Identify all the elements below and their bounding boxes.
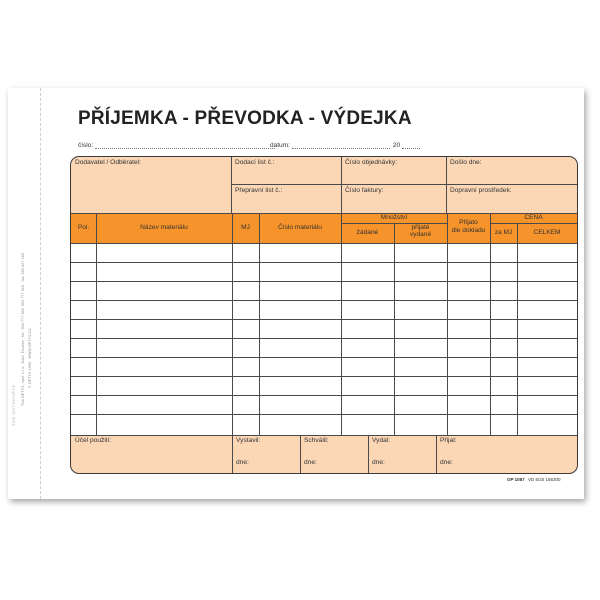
dispensed-by-label: Vydal: — [372, 437, 391, 444]
col-header-unit-price: za MJ — [494, 229, 513, 236]
form-table — [70, 156, 578, 474]
item-rows-area — [71, 243, 577, 435]
col-header-unit: MJ — [241, 224, 250, 231]
tear-here-label: ZDE ODTRHNĚTE — [11, 384, 16, 426]
tear-off-stub — [8, 88, 41, 499]
delivery-note-label: Dodací list č.: — [235, 159, 275, 166]
received-by-label: Přijal: — [440, 437, 457, 444]
col-header-material-name: Název materiálu — [140, 224, 188, 231]
form-revision: VD 6/20 156300 — [528, 477, 561, 482]
col-header-position: Pol. — [77, 224, 90, 231]
publisher-info: Tisk OPTYS, spol. s r.o., Dolní Životice · tel.: 553 777 380, 553 777 310 · fax: 553 627 460 — [21, 253, 25, 406]
form-title: PŘÍJEMKA - PŘEVODKA - VÝDEJKA — [78, 108, 412, 129]
approved-by-label: Schválil: — [304, 437, 329, 444]
publisher-web: © OPTYS 1996 · WWW.OPTYS.CZ — [28, 328, 32, 388]
col-header-total: CELKEM — [533, 229, 561, 236]
year-prefix: 20 — [392, 142, 401, 149]
year-line[interactable] — [402, 142, 420, 149]
received-per-label: Přijato — [459, 219, 478, 226]
transport-document-label: Přepravní list č.: — [235, 187, 283, 194]
per-document-label: dle dokladu — [451, 226, 486, 234]
col-header-received-issued — [394, 224, 447, 238]
received-label: přijaté — [411, 224, 430, 231]
col-header-quantity: Množství — [380, 214, 408, 221]
order-number-label: Číslo objednávky: — [345, 159, 398, 166]
number-label: číslo: — [78, 142, 94, 149]
col-header-requested: žádané — [356, 229, 379, 236]
form-code: OP 1087 — [507, 477, 525, 482]
vehicle-label: Dopravní prostředek: — [450, 187, 512, 194]
col-header-price: CENA — [524, 214, 543, 221]
form-sheet — [8, 88, 584, 499]
date-field — [270, 142, 420, 149]
approved-date-label: dne: — [304, 459, 317, 466]
date-label: datum: — [270, 142, 290, 149]
col-header-material-number: Číslo materiálu — [278, 224, 322, 231]
purpose-label: Účel použití: — [75, 437, 112, 444]
number-line[interactable] — [95, 142, 275, 149]
dispensed-date-label: dne: — [372, 459, 385, 466]
issued-date-label: dne: — [236, 459, 249, 466]
received-date-label: Došlo dne: — [450, 159, 482, 166]
date-line[interactable] — [292, 142, 390, 149]
issued-label: vydané — [409, 231, 432, 238]
supplier-label: Dodavatel / Odběratel: — [75, 159, 141, 166]
issued-by-label: Vystavil: — [236, 437, 261, 444]
col-header-received-per-document — [447, 219, 490, 234]
received-date-sign-label: dne: — [440, 459, 453, 466]
invoice-number-label: Číslo faktury: — [345, 187, 384, 194]
number-field — [78, 142, 275, 149]
